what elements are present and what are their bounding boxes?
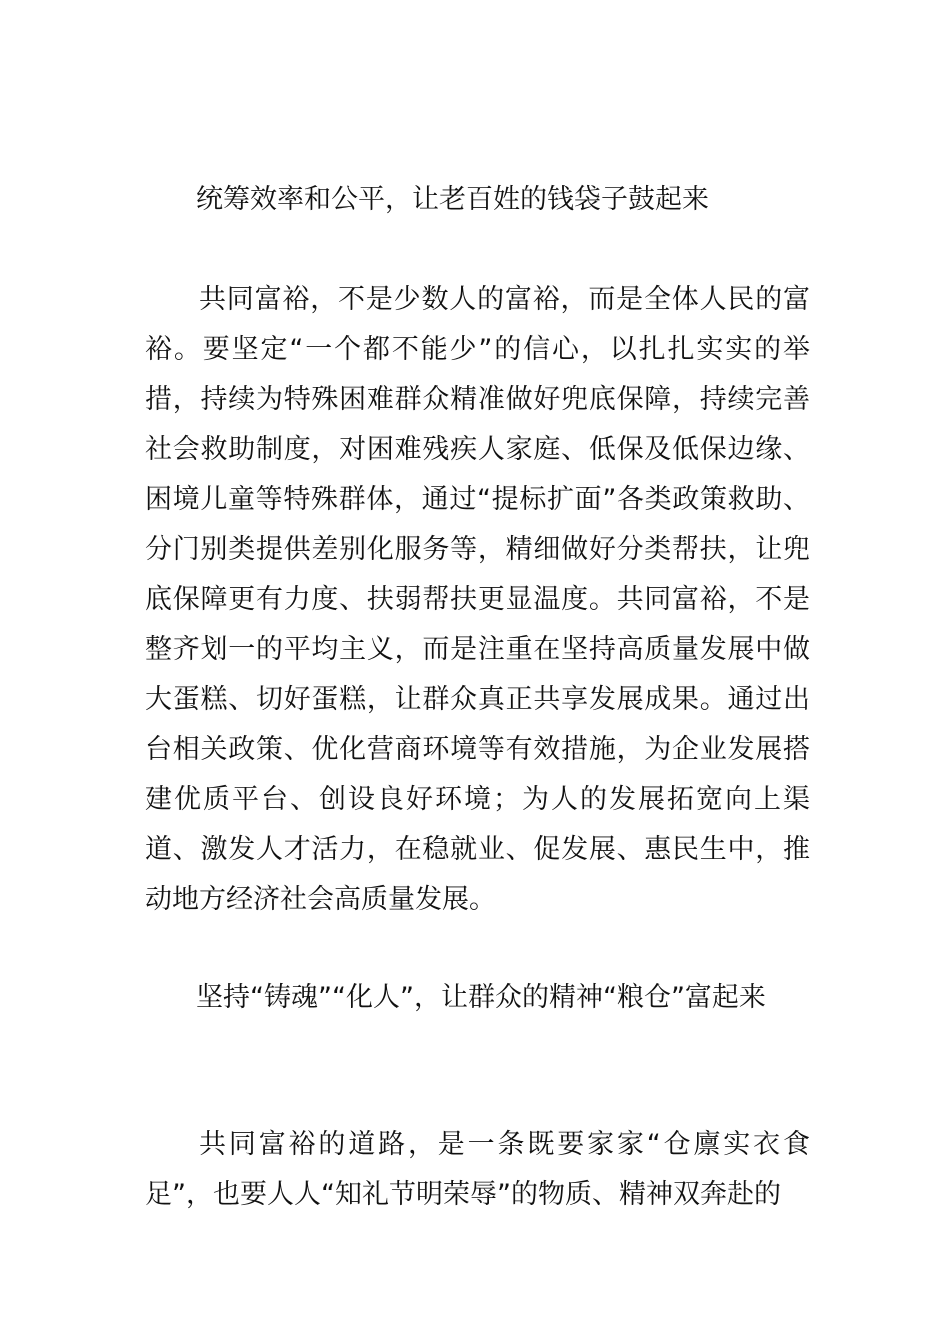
section-heading: 坚持“铸魂”“化人”，让群众的精神“粮仓”富起来 [196, 982, 766, 1013]
section-heading: 统筹效率和公平，让老百姓的钱袋子鼓起来 [196, 184, 709, 215]
body-paragraph: 共同富裕，不是少数人的富裕，而是全体人民的富裕。要坚定“一个都不能少”的信心，以扎扎实实的举措，持续为特殊困难群众精准做好兜底保障，持续完善社会救助制度，对困难残疾人家庭、低保及低保边缘、困境儿童等特殊群体，通过“提标扩面”各类政策救助、分门别类提供差别化服务等，精细做好分类帮扶，让兜底保障更有力度、扶弱帮扶更显温度。共同富裕，不是整齐划一的平均主义，而是注重在坚持高质量发展中做大蛋糕、切好蛋糕，让群众真正共享发展成果。通过出台相关政策、优化营商环境等有效措施，为企业发展搭建优质平台、创设良好环境；为人的发展拓宽向上渠道、激发人才活力，在稳就业、促发展、惠民生中，推动地方经济社会高质量发展。 [145, 284, 810, 915]
body-paragraph: 共同富裕的道路，是一条既要家家“仓廪实衣食足”，也要人人“知礼节明荣辱”的物质、精神双奔赴的 [145, 1129, 810, 1210]
